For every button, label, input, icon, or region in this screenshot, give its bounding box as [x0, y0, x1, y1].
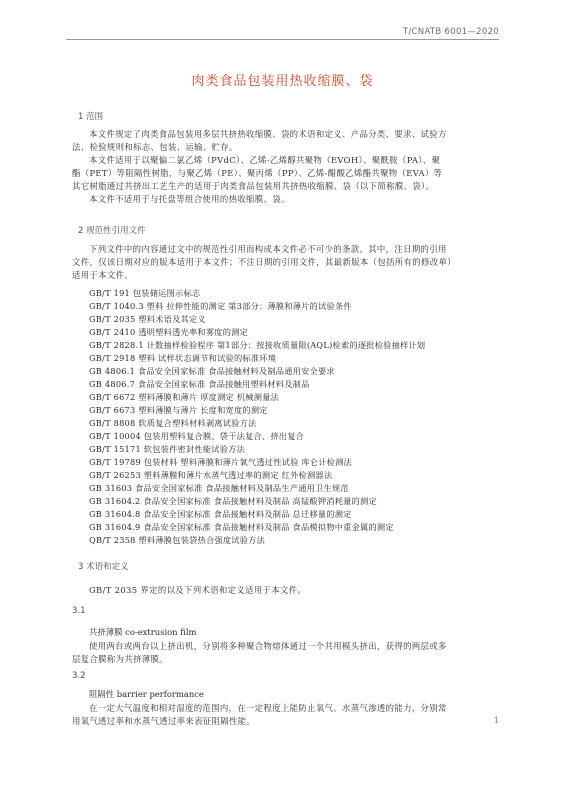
section-2-heading: 2 规范性引用文件 [78, 226, 146, 236]
normative-reference: GB/T 10004 包装用塑料复合膜、袋干法复合、挤出复合 [89, 431, 305, 441]
document-title: 肉类食品包装用热收缩膜、袋 [191, 74, 374, 89]
normative-reference: GB/T 191 包装储运图示标志 [89, 288, 201, 298]
term-definition-line: 使用两台或两台以上挤出机，分别将多种聚合物熔体通过一个共用模头挤出，获得的两层或多 [89, 641, 447, 651]
term-title: 共挤薄膜 co-extrusion film [89, 627, 197, 637]
normative-reference: GB/T 26253 塑料薄膜和薄片水蒸气透过率的测定 红外检测器法 [89, 470, 333, 480]
normative-reference: GB/T 2918 塑料 试样状态调节和试验的标准环境 [89, 353, 277, 363]
section-2-line: 适用于本文件。 [72, 270, 134, 280]
section-1-line: 本文件适用于以聚偏二氯乙烯（PVdC）、乙烯-乙烯醇共聚物（EVOH）、聚酰胺（PA）、聚 [89, 155, 441, 165]
term-title: 阻隔性 barrier performance [89, 689, 204, 699]
normative-reference: GB 31604.9 食品安全国家标准 食品接触材料及制品 食品模拟物中重金属的测定 [89, 522, 394, 532]
standard-code: T/CNATB 6001—2020 [402, 27, 499, 37]
normative-reference: GB 4806.1 食品安全国家标准 食品接触材料及制品通用安全要求 [89, 366, 335, 376]
section-1-line: 法、检验规则和标志、包装、运输、贮存。 [72, 142, 238, 152]
header-rule [66, 39, 499, 40]
section-1-line: 酯（PET）等阻隔性树脂，与聚乙烯（PE）、聚丙烯（PP）、乙烯-醋酸乙烯酯共聚物（EVA）等 [72, 168, 443, 178]
normative-reference: GB 31604.8 食品安全国家标准 食品接触材料及制品 总迁移量的测定 [89, 509, 352, 519]
normative-reference: GB 31604.2 食品安全国家标准 食品接触材料及制品 高锰酸钾消耗量的测定 [89, 496, 377, 506]
normative-reference: GB/T 6673 塑料薄膜与薄片 长度和宽度的测定 [89, 405, 268, 415]
normative-reference: GB/T 19789 包装材料 塑料薄膜和薄片氧气透过性试验 库仑计检测法 [89, 457, 352, 467]
section-2-line: 文件，仅该日期对应的版本适用于本文件；不注日期的引用文件，其最新版本（包括所有的修改单） [72, 257, 456, 267]
term-definition-line: 用氧气透过率和水蒸气透过率来表征阻隔性能。 [72, 716, 256, 726]
normative-reference: GB 4806.7 食品安全国家标准 食品接触用塑料材料及制品 [89, 379, 310, 389]
normative-reference: GB/T 8808 软质复合塑料材料剥离试验方法 [89, 418, 257, 428]
term-definition-line: 在一定大气温度和相对湿度的范围内，在一定程度上能防止氧气、水蒸气渗透的能力，分别常 [89, 703, 447, 713]
section-1-line: 其它树脂通过共挤出工艺生产的适用于肉类食品包装用共挤热收缩膜、袋（以下简称膜、袋）。 [72, 181, 435, 191]
clause-number: 3.1 [72, 606, 86, 616]
normative-reference: GB/T 6672 塑料薄膜和薄片 厚度测定 机械测量法 [89, 392, 280, 402]
normative-reference: GB/T 2410 透明塑料透光率和雾度的测定 [89, 327, 249, 337]
normative-reference: GB/T 2035 塑料术语及其定义 [89, 314, 206, 324]
normative-reference: GB 31603 食品安全国家标准 食品接触材料及制品生产通用卫生规范 [89, 483, 349, 493]
page-number: 1 [493, 716, 499, 726]
normative-reference: GB/T 15171 软包装件密封性能试验方法 [89, 444, 246, 454]
normative-reference: GB/T 2828.1 计数抽样检验程序 第1部分：按接收质量限(AQL)检索的逐批检验抽样计划 [89, 340, 426, 350]
normative-reference: QB/T 2358 塑料薄膜包装袋热合强度试验方法 [89, 535, 266, 545]
section-1-line: 本文件规定了肉类食品包装用多层共挤热收缩膜、袋的术语和定义、产品分类、要求、试验方 [89, 129, 447, 139]
term-definition-line: 层复合膜称为共挤薄膜。 [72, 654, 168, 664]
section-1-heading: 1 范围 [78, 112, 104, 122]
section-2-line: 下列文件中的内容通过文中的规范性引用而构成本文件必不可少的条款。其中，注日期的引用 [89, 244, 447, 254]
section-1-line: 本文件不适用于与托盘等组合使用的热收缩膜、袋。 [89, 194, 290, 204]
section-3-intro: GB/T 2035 界定的以及下列术语和定义适用于本文件。 [89, 585, 307, 595]
section-3-heading: 3 术语和定义 [78, 562, 129, 572]
clause-number: 3.2 [72, 671, 86, 681]
normative-reference: GB/T 1040.3 塑料 拉伸性能的测定 第3部分：薄膜和薄片的试验条件 [89, 301, 352, 311]
